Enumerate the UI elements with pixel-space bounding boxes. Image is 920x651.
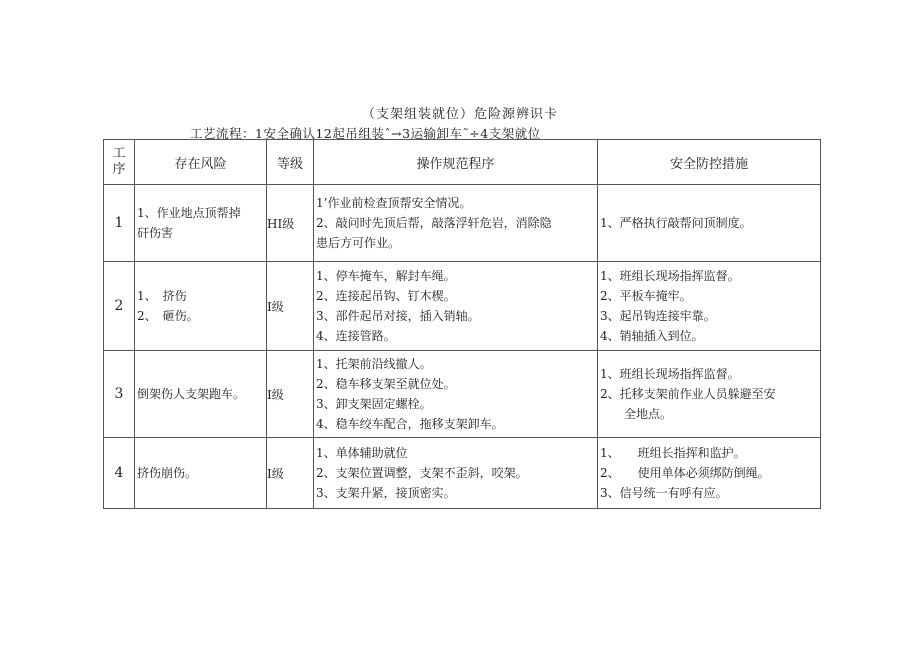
header-risk: 存在风险 [135, 140, 267, 185]
process-flow: 工艺流程：1安全确认12起吊组装ˆ→3运输卸车˜÷4支架就位 [190, 126, 541, 141]
procedure-line: 3、支架升紧，接顶密实。 [316, 486, 456, 500]
procedure-line: 2、支架位置调整，支架不歪斜，咬架。 [316, 466, 528, 480]
procedure-line: 患后方可作业。 [316, 236, 401, 250]
table-row [104, 351, 821, 438]
measure-line: 3、信号统一有呼有应。 [600, 486, 728, 500]
measures-cell [598, 262, 821, 351]
procedure-line: 4、稳车绞车配合，拖移支架卸车。 [316, 417, 504, 431]
header-seq-line1: 工 [112, 146, 126, 161]
procedure-line: 2、敲问时先顶后帮，敲落浮轩危岩，消除隐 [316, 216, 552, 230]
table-header-row [104, 140, 821, 185]
procedure-line: 2、稳车移支架至就位处。 [316, 377, 456, 391]
table-row [104, 438, 821, 509]
level-cell: I级 [267, 351, 314, 438]
risk-line: 倒架伤人支架跑车。 [137, 387, 246, 401]
header-level: 等级 [267, 140, 314, 185]
procedure-line: 3、卸支架固定螺栓。 [316, 397, 432, 411]
measure-line: 全地点。 [624, 407, 673, 421]
table-row [104, 262, 821, 351]
risk-line: 1、 挤伤 [137, 289, 187, 303]
table-row [104, 185, 821, 262]
measure-line: 1、严格执行敲帮问顶制度。 [600, 216, 752, 230]
procedure-cell [314, 185, 598, 262]
level-cell: I级 [267, 438, 314, 509]
level-cell: HI级 [267, 185, 314, 262]
header-seq [104, 140, 135, 185]
measures-cell [598, 185, 821, 262]
measure-line: 2、托移支架前作业人员躲避至安 [600, 387, 776, 401]
procedure-cell [314, 438, 598, 509]
header-procedure: 操作规范程序 [314, 140, 598, 185]
measure-line: 1、班组长现场指挥监督。 [600, 269, 740, 283]
measure-line: 1、班组长现场指挥监督。 [600, 367, 740, 381]
level-cell: I级 [267, 262, 314, 351]
measures-cell [598, 438, 821, 509]
measure-line: 2、平板车掩牢。 [600, 289, 692, 303]
measure-line: 3、起吊钩连接牢靠。 [600, 309, 716, 323]
row-number: 2 [104, 262, 135, 351]
row-number: 1 [104, 185, 135, 262]
procedure-cell [314, 262, 598, 351]
risk-cell [135, 438, 267, 509]
row-number: 4 [104, 438, 135, 509]
risk-cell [135, 185, 267, 262]
risk-cell [135, 262, 267, 351]
procedure-line: 1、停车掩车，解封车绳。 [316, 269, 456, 283]
measure-line: 2、 使用单体必须绑防倒绳。 [600, 466, 770, 480]
page-title: （支架组装就位）危险源辨识卡 [361, 107, 558, 122]
measure-line: 4、销轴插入到位。 [600, 329, 704, 343]
procedure-line: 1、单体辅助就位 [316, 446, 408, 460]
procedure-line: 1、托架前沿线撤人。 [316, 357, 432, 371]
procedure-line: 2、连接起吊钩、钉木楔。 [316, 289, 456, 303]
risk-line: 挤伤崩伤。 [137, 466, 198, 480]
measure-line: 1、 班组长指挥和监护。 [600, 446, 746, 460]
risk-cell [135, 351, 267, 438]
header-measures: 安全防控措施 [598, 140, 821, 185]
procedure-line: 1’作业前检查顶帮安全情况。 [316, 196, 472, 210]
risk-line: 1、作业地点顶帮掉 [137, 206, 241, 220]
procedure-line: 3、部件起吊对接，插入销轴。 [316, 309, 480, 323]
procedure-line: 4、连接管路。 [316, 329, 396, 343]
procedure-cell [314, 351, 598, 438]
measures-cell [598, 351, 821, 438]
risk-table [103, 139, 821, 509]
risk-line: 矸伤害 [137, 226, 174, 240]
header-seq-line2: 序 [112, 162, 126, 177]
risk-line: 2、 砸伤。 [137, 309, 199, 323]
row-number: 3 [104, 351, 135, 438]
